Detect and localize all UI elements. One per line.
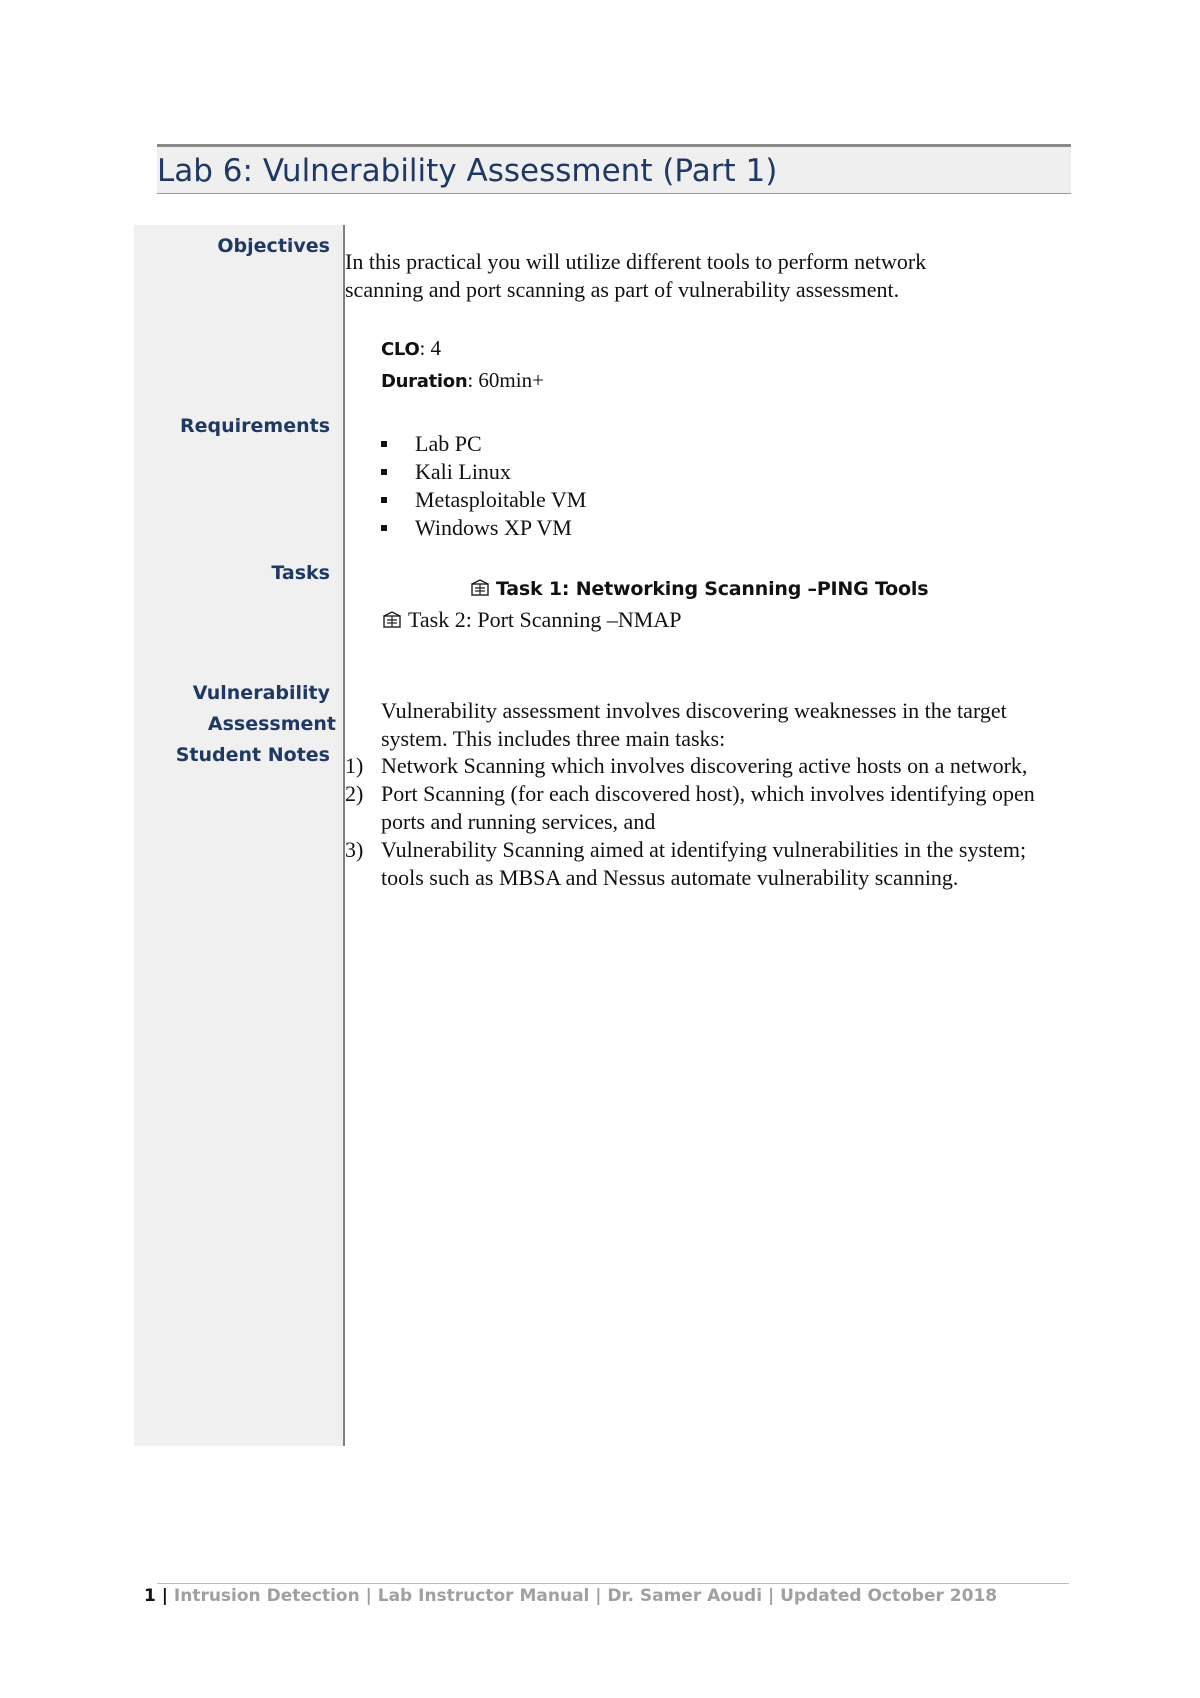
label-notes-line2: Assessment [207, 713, 336, 735]
objectives-text: In this practical you will utilize different tools to perform network scanning and port scanning as part of vulnerability assessment. [345, 249, 927, 302]
notes-list [345, 752, 1065, 892]
square-bullet-icon [381, 441, 387, 447]
label-requirements: Requirements [179, 415, 330, 437]
label-objectives: Objectives [217, 235, 330, 257]
square-bullet-icon [381, 469, 387, 475]
page-footer [144, 1584, 997, 1608]
requirements-list [381, 430, 586, 542]
duration-value: : 60min+ [467, 368, 544, 392]
clo-line [381, 334, 441, 364]
footer-text: Intrusion Detection | Lab Instructor Manual | Dr. Samer Aoudi | Updated October 2018 [173, 1586, 998, 1606]
task-1: Task 1: Networking Scanning –PING Tools [469, 575, 928, 603]
square-bullet-icon [381, 525, 387, 531]
footer-separator: | [155, 1586, 174, 1606]
task-2: Task 2: Port Scanning –NMAP [381, 606, 681, 634]
list-item: Windows XP VM [381, 514, 586, 542]
page-title: Lab 6: Vulnerability Assessment (Part 1) [157, 153, 778, 189]
list-item: 3) Vulnerability Scanning aimed at identifying vulnerabilities in the system; tools such as MBSA and Nessus automate vulnerability scanning. [345, 837, 1027, 890]
task-list-icon [381, 611, 403, 629]
notes-intro: Vulnerability assessment involves discovering weaknesses in the target system. This includes three main tasks: [381, 698, 1007, 751]
list-item: Metasploitable VM [381, 486, 586, 514]
list-item: 1) Network Scanning which involves discovering active hosts on a network, [345, 753, 1028, 778]
list-item: Lab PC [381, 430, 586, 458]
list-item: Kali Linux [381, 458, 586, 486]
task-list-icon [469, 579, 491, 597]
clo-value: : 4 [419, 336, 442, 360]
label-tasks: Tasks [271, 562, 330, 584]
title-bar [157, 144, 1071, 194]
square-bullet-icon [381, 497, 387, 503]
label-notes-line3: Student Notes [175, 744, 330, 766]
page-number: 1 [144, 1586, 156, 1606]
duration-label: Duration [381, 371, 468, 392]
label-notes-line1: Vulnerability [192, 682, 330, 704]
clo-label: CLO [381, 339, 420, 360]
list-item: 2) Port Scanning (for each discovered host), which involves identifying open ports and running services, and [345, 781, 1035, 834]
duration-line [381, 366, 544, 396]
sidebar-column [134, 225, 343, 1446]
